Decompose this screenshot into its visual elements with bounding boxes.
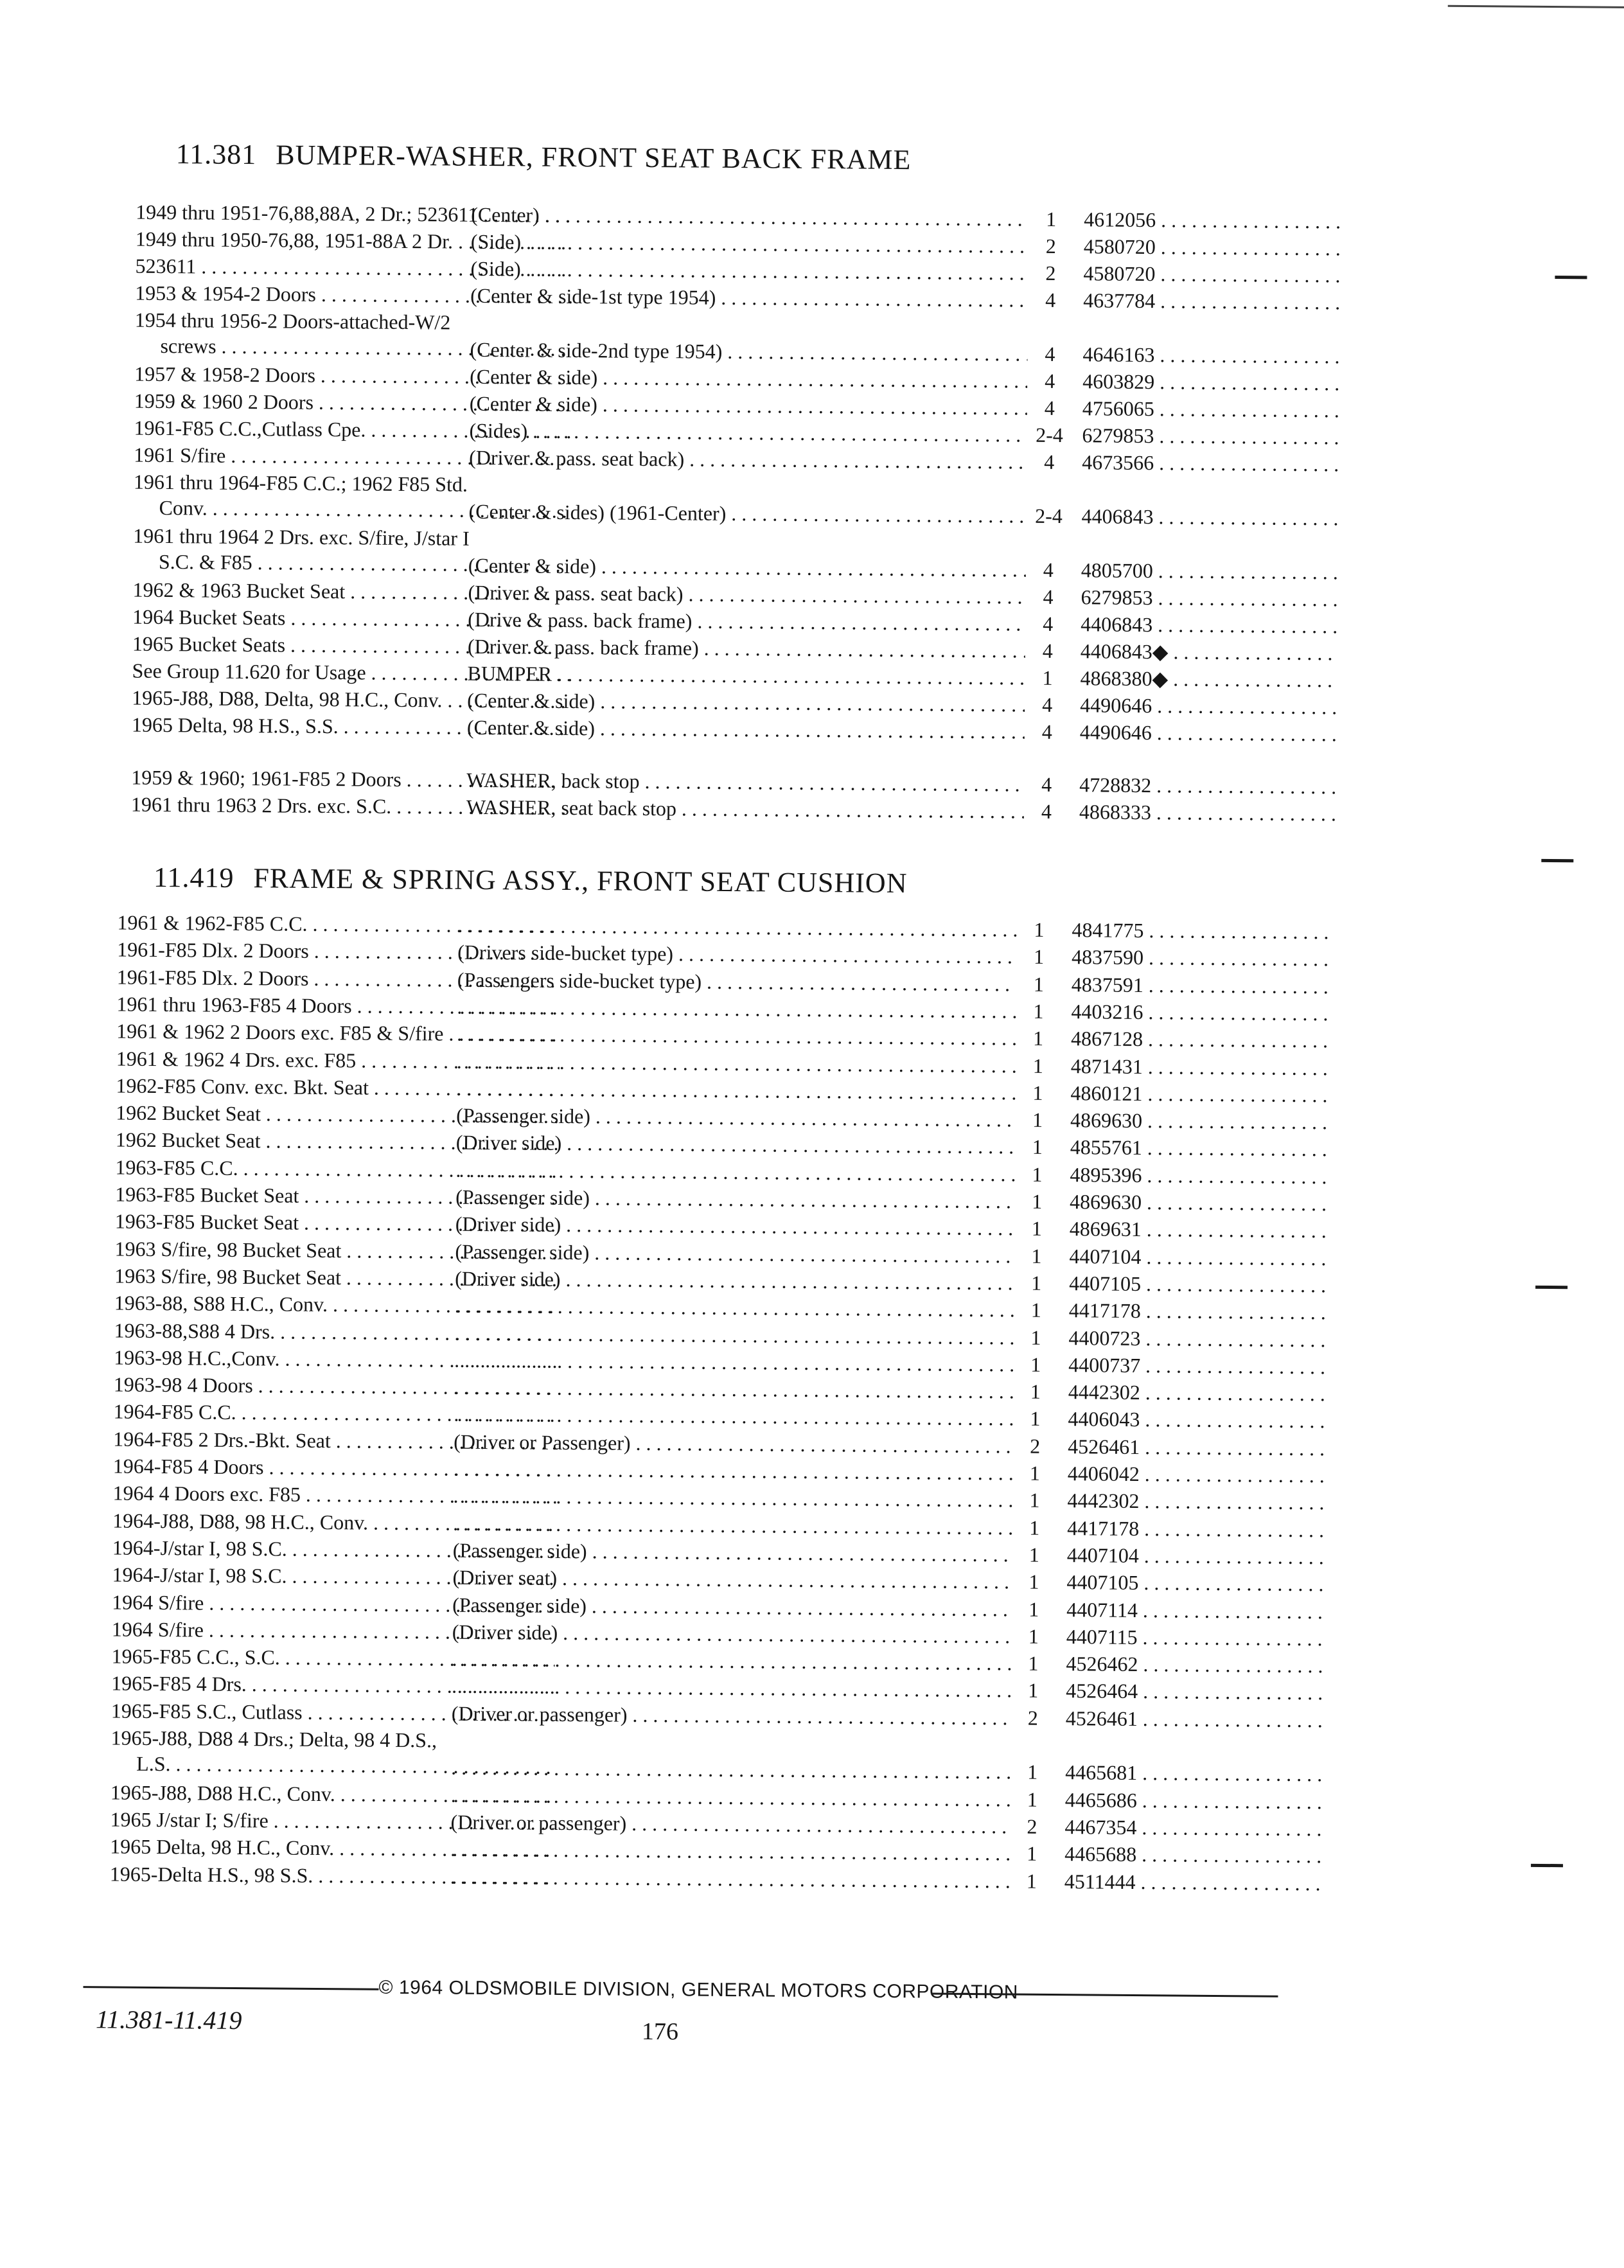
quantity-cell: 4	[1041, 720, 1053, 743]
usage-text: 1964-J/star I, 98 S.C.	[112, 1563, 287, 1588]
description-cell: (Side) . . .	[470, 256, 1028, 286]
part-number-cell: 4403216 . . .	[1071, 998, 1328, 1026]
top-edge-line	[1448, 5, 1624, 8]
quantity-cell: 1	[1027, 1760, 1038, 1784]
quantity-cell: 4	[1043, 558, 1054, 581]
description-cell: (Center & side) . . .	[470, 364, 1027, 394]
usage-text: 1963-88, S88 H.C., Conv.	[114, 1291, 328, 1316]
usage-text: 1964 S/fire	[112, 1590, 204, 1615]
usage-text: 1961 S/fire	[134, 443, 226, 467]
description-cell	[451, 1782, 1010, 1812]
usage-text: 1961 & 1962 2 Doors exc. F85 & S/fire	[116, 1019, 444, 1045]
quantity-cell: 1	[1029, 1488, 1040, 1512]
quantity-cell: 4	[1042, 693, 1053, 716]
usage-text: 1959 & 1960; 1961-F85 2 Doors	[131, 765, 402, 791]
usage-text: 1963-F85 Bucket Seat	[114, 1209, 299, 1235]
section-title-11-381	[176, 137, 912, 176]
group-range: 11.381-11.419	[95, 2005, 242, 2035]
part-number-cell: 4406843 . . .	[1081, 611, 1337, 639]
quantity-cell: 1	[1032, 1081, 1043, 1104]
usage-text: 1957 & 1958-2 Doors	[134, 362, 316, 387]
usage-text: 1961-F85 C.C.,Cutlass Cpe.	[134, 416, 366, 441]
usage-text: 1953 & 1954-2 Doors	[135, 281, 317, 306]
usage-text: 1965-J88, D88, Delta, 98 H.C., Conv.	[132, 686, 443, 712]
part-number-cell: 4490646 . . .	[1080, 719, 1337, 747]
part-number-cell: 4673566 . . .	[1082, 449, 1339, 477]
part-number-cell: 4867128 . . .	[1071, 1025, 1328, 1053]
quantity-cell: 4	[1044, 396, 1055, 420]
part-number-cell: 4526461 . . .	[1066, 1705, 1323, 1733]
part-number-cell: 4646163 . . .	[1082, 341, 1339, 369]
description-cell	[457, 912, 1016, 943]
description-cell	[456, 1075, 1015, 1105]
part-number-cell: 4465681 . . .	[1065, 1759, 1322, 1787]
usage-text: 1965-F85 4 Drs.	[111, 1671, 247, 1696]
usage-text: 1963 S/fire, 98 Bucket Seat	[114, 1264, 342, 1289]
description-cell: (Driver & pass. seat back) . . .	[468, 580, 1025, 610]
part-number-cell: 4756065 . . .	[1082, 395, 1339, 423]
part-number-cell: 4400723 . . .	[1068, 1325, 1325, 1352]
quantity-cell: 1	[1030, 1352, 1041, 1376]
description-cell	[450, 1863, 1009, 1893]
part-number-cell: 4406843 . . .	[1081, 503, 1338, 531]
usage-text: 1961 thru 1964 2 Drs. exc. S/fire, J/star I	[133, 524, 470, 550]
usage-text: 1964-F85 C.C.	[113, 1399, 236, 1424]
usage-text: 1964 4 Doors exc. F85	[112, 1481, 301, 1507]
quantity-cell: 1	[1031, 1216, 1042, 1241]
margin-mark	[1535, 1286, 1567, 1289]
part-number-cell: 4407104 . . .	[1067, 1542, 1324, 1570]
description-cell: (Sides) . . .	[469, 418, 1027, 448]
quantity-cell: 2-4	[1036, 423, 1063, 447]
usage-text: 1954 thru 1956-2 Doors-attached-W/2	[134, 308, 451, 334]
description-cell	[454, 1374, 1013, 1404]
part-number-cell: 4467354 . . .	[1064, 1814, 1321, 1841]
quantity-cell: 4	[1044, 450, 1055, 474]
usage-text: 1961 & 1962-F85 C.C.	[117, 910, 308, 935]
usage-text: 1965 Bucket Seats	[132, 632, 286, 657]
part-number-cell: 4442302 . . .	[1067, 1487, 1324, 1515]
part-number-cell: 4490646 . . .	[1080, 692, 1337, 720]
usage-text: 1959 & 1960 2 Doors	[134, 389, 314, 414]
usage-text: 1963-88,S88 4 Drs.	[114, 1318, 276, 1343]
description-cell: (Driver or passenger) . . .	[452, 1700, 1011, 1730]
margin-mark	[1531, 1864, 1563, 1867]
section-number: 11.419	[153, 861, 234, 894]
usage-text: 1963 S/fire, 98 Bucket Seat	[114, 1237, 342, 1262]
description-cell	[455, 1156, 1014, 1187]
description-cell: (Driver side) . . .	[456, 1130, 1015, 1160]
description-cell	[451, 1755, 1010, 1785]
quantity-cell: 1	[1042, 666, 1053, 689]
part-number-cell: 4465686 . . .	[1065, 1787, 1322, 1814]
part-number-cell: 4871431 . . .	[1071, 1053, 1328, 1081]
quantity-cell: 4	[1045, 369, 1055, 393]
usage-text: 1964-J88, D88, 98 H.C., Conv.	[112, 1509, 369, 1534]
quantity-cell: 1	[1027, 1841, 1037, 1865]
quantity-cell: 1	[1031, 1271, 1042, 1295]
part-number-cell: 4841775 . . .	[1072, 917, 1328, 944]
part-number-cell: 4869631 . . .	[1070, 1216, 1327, 1243]
usage-text: 1965 J/star I; S/fire	[110, 1807, 269, 1832]
description-cell	[457, 1021, 1016, 1051]
description-cell: (Center) . . .	[471, 202, 1028, 232]
usage-text: 1965-J88, D88 4 Drs.; Delta, 98 4 D.S.,	[110, 1726, 437, 1752]
part-number-cell: 4526462 . . .	[1066, 1651, 1323, 1678]
part-number-cell: 4869630 . . .	[1070, 1107, 1327, 1135]
quantity-cell: 1	[1031, 1244, 1042, 1268]
quantity-cell: 2	[1045, 234, 1056, 258]
part-number-cell: 6279853 . . .	[1082, 422, 1339, 450]
usage-text: 1962 & 1963 Bucket Seat	[132, 578, 346, 603]
quantity-cell: 1	[1033, 972, 1044, 996]
quantity-cell: 1	[1032, 1054, 1043, 1077]
usage-text: 1962 Bucket Seat	[115, 1128, 261, 1153]
part-number-cell: 4407104 . . .	[1069, 1243, 1326, 1271]
quantity-cell: 4	[1041, 772, 1052, 796]
quantity-cell: 1	[1028, 1679, 1039, 1703]
usage-text: 1964 S/fire	[111, 1617, 204, 1642]
quantity-cell: 1	[1046, 207, 1057, 231]
quantity-cell: 1	[1032, 1189, 1043, 1213]
description-cell: (Driver seat) . . .	[452, 1564, 1011, 1595]
quantity-cell: 1	[1030, 1325, 1041, 1349]
description-cell: (Passenger side) . . .	[455, 1238, 1014, 1268]
margin-mark	[1541, 859, 1573, 862]
quantity-cell: 2	[1045, 261, 1056, 285]
description-cell: (Driver side) . . .	[455, 1266, 1014, 1296]
usage-continuation: screws . . .	[134, 333, 571, 364]
usage-text: 1964-J/star I, 98 S.C.	[112, 1536, 288, 1561]
quantity-cell: 1	[1030, 1379, 1041, 1403]
quantity-cell: 1	[1030, 1407, 1041, 1431]
description-cell	[450, 1836, 1009, 1866]
description-cell: WASHER, seat back stop . . .	[466, 794, 1024, 824]
usage-text: 1961 & 1962 4 Drs. exc. F85	[116, 1046, 357, 1072]
part-number-cell: 4407114 . . .	[1066, 1597, 1323, 1624]
description-cell: (Center & side) . . .	[468, 553, 1026, 583]
quantity-cell: 1	[1028, 1624, 1039, 1648]
description-cell: (Passenger side) . . .	[455, 1184, 1014, 1214]
description-cell	[457, 1048, 1016, 1078]
usage-text: 1965-J88, D88 H.C., Conv.	[110, 1780, 335, 1805]
quantity-cell: 1	[1028, 1543, 1039, 1566]
quantity-cell: 4	[1041, 799, 1052, 823]
usage-text: See Group 11.620 for Usage	[132, 659, 366, 684]
part-number-cell: 4580720 . . .	[1083, 260, 1340, 288]
usage-text: 1964-F85 4 Doors	[112, 1454, 264, 1479]
description-cell	[453, 1510, 1012, 1540]
part-number-cell: 4728832 . . .	[1079, 772, 1336, 799]
description-cell: (Passenger side) . . .	[453, 1537, 1012, 1568]
description-cell: (Driver or Passenger) . . .	[454, 1428, 1012, 1458]
part-number-cell: 4868333 . . .	[1079, 799, 1336, 826]
description-cell: (Driver side) . . .	[455, 1211, 1014, 1241]
part-number-cell: 4805700 . . .	[1081, 557, 1338, 585]
quantity-cell: 4	[1043, 612, 1054, 635]
section-number: 11.381	[175, 138, 257, 171]
description-cell: (Center & side-1st type 1954) . . .	[470, 283, 1028, 313]
quantity-cell: 1	[1032, 1135, 1043, 1159]
part-number-cell: 4407115 . . .	[1066, 1624, 1323, 1651]
description-cell: (Drivers side-bucket type) . . .	[457, 939, 1016, 970]
part-number-cell: 4465688 . . .	[1064, 1841, 1321, 1868]
part-number-cell: 4407105 . . .	[1066, 1569, 1323, 1597]
usage-text: 1965 Delta, 98 H.S., S.S.	[131, 713, 339, 738]
usage-text: 1949 thru 1951-76,88,88A, 2 Dr.; 523611	[136, 200, 479, 226]
usage-text: 1962-F85 Conv. exc. Bkt. Seat	[116, 1074, 369, 1099]
quantity-cell: 1	[1033, 944, 1045, 969]
description-cell: (Driver or passenger) . . .	[450, 1809, 1009, 1839]
usage-text: 1963-F85 Bucket Seat	[115, 1182, 299, 1207]
section-heading: FRAME & SPRING ASSY., FRONT SEAT CUSHION	[253, 862, 908, 899]
part-number-cell: 4406843◆ . . .	[1081, 638, 1337, 666]
quantity-cell: 1	[1028, 1651, 1039, 1675]
description-cell: (Side) . . .	[471, 229, 1028, 259]
part-number-cell: 4837590 . . .	[1072, 944, 1328, 971]
section-heading: BUMPER-WASHER, FRONT SEAT BACK FRAME	[276, 139, 912, 176]
quantity-cell: 4	[1045, 288, 1056, 312]
quantity-cell: 1	[1034, 917, 1045, 941]
page-number: 176	[641, 2017, 679, 2046]
description-cell: BUMPER . . .	[467, 660, 1025, 691]
description-cell: (Center & side) . . .	[467, 687, 1025, 718]
usage-text: 1965-F85 C.C., S.C.	[111, 1644, 280, 1669]
description-cell: (Center & side) . . .	[467, 714, 1025, 745]
description-cell: (Center & side-2nd type 1954) . . .	[470, 337, 1027, 367]
part-number-cell: 4895396 . . .	[1070, 1162, 1327, 1189]
footer-rule-left	[83, 1986, 378, 1990]
part-number-cell: 4417178 . . .	[1069, 1297, 1326, 1325]
usage-text: 1961-F85 Dlx. 2 Doors	[117, 937, 309, 963]
description-cell: (Driver & pass. back frame) . . .	[468, 633, 1025, 664]
usage-text: 523611	[135, 254, 197, 278]
part-number-cell: 4442302 . . .	[1068, 1379, 1325, 1406]
quantity-cell: 1	[1029, 1516, 1040, 1539]
quantity-cell: 1	[1033, 999, 1044, 1023]
description-cell: (Passengers side-bucket type) . . .	[457, 966, 1016, 997]
quantity-cell: 1	[1032, 1162, 1043, 1186]
description-cell	[452, 1673, 1011, 1703]
usage-text: 1963-98 4 Doors	[113, 1372, 253, 1397]
part-number-cell: 4526464 . . .	[1066, 1678, 1323, 1706]
usage-continuation: S.C. & F85 . . .	[133, 549, 570, 580]
quantity-cell: 4	[1045, 342, 1055, 366]
part-number-cell: 4400737 . . .	[1068, 1352, 1325, 1379]
usage-text: 1964 Bucket Seats	[132, 605, 286, 630]
description-cell: (Center & sides) (1961-Center) . . .	[468, 499, 1026, 529]
quantity-cell: 2-4	[1035, 504, 1063, 528]
quantity-cell: 1	[1027, 1787, 1037, 1811]
part-number-cell: 4406042 . . .	[1068, 1460, 1325, 1488]
quantity-cell: 1	[1032, 1108, 1043, 1131]
quantity-cell: 1	[1033, 1026, 1044, 1050]
part-number-cell: 4637784 . . .	[1083, 287, 1340, 315]
part-number-cell: 4580720 . . .	[1084, 233, 1341, 261]
description-cell	[454, 1456, 1012, 1486]
description-cell	[454, 1401, 1012, 1431]
part-number-cell: 6279853 . . .	[1081, 584, 1337, 612]
quantity-cell: 2	[1027, 1706, 1038, 1730]
usage-text: 1965-F85 S.C., Cutlass	[110, 1699, 303, 1724]
usage-text: 1963-98 H.C.,Conv.	[114, 1345, 280, 1370]
usage-text: 1961 thru 1963 2 Drs. exc. S.C.	[130, 792, 392, 818]
usage-text: 1965 Delta, 98 H.C., Conv.	[110, 1834, 335, 1860]
usage-continuation: L.S. . . .	[110, 1750, 554, 1782]
description-cell: (Passenger side) . . .	[456, 1103, 1015, 1133]
part-number-cell: 4511444 . . .	[1064, 1868, 1321, 1896]
description-cell	[452, 1646, 1011, 1676]
usage-continuation: Conv. . . .	[133, 495, 570, 526]
part-number-cell: 4868380◆ . . .	[1080, 665, 1337, 693]
usage-text: 1961-F85 Dlx. 2 Doors	[116, 965, 309, 990]
part-number-cell: 4526461 . . .	[1068, 1433, 1325, 1461]
section-title-11-419	[154, 861, 908, 899]
part-number-cell: 4417178 . . .	[1067, 1515, 1324, 1543]
copyright-notice: © 1964 OLDSMOBILE DIVISION, GENERAL MOTORS CORPORATION	[378, 1976, 1019, 2003]
part-number-cell: 4406043 . . .	[1068, 1406, 1325, 1434]
description-cell	[453, 1483, 1012, 1513]
description-cell: (Drive & pass. back frame) . . .	[468, 607, 1025, 637]
description-cell	[457, 994, 1016, 1024]
part-number-cell: 4860121 . . .	[1070, 1080, 1327, 1108]
quantity-cell: 2	[1030, 1434, 1041, 1458]
part-number-cell: 4869630 . . .	[1070, 1189, 1327, 1216]
description-cell	[455, 1293, 1014, 1323]
part-number-cell: 4407105 . . .	[1069, 1270, 1326, 1298]
quantity-cell: 1	[1028, 1570, 1039, 1593]
description-cell	[454, 1347, 1013, 1377]
quantity-cell: 1	[1028, 1597, 1039, 1621]
part-number-cell: 4612056 . . .	[1084, 206, 1341, 234]
description-cell: WASHER, back stop . . .	[466, 767, 1024, 797]
usage-text: 1961 thru 1964-F85 C.C.; 1962 F85 Std.	[133, 470, 468, 496]
quantity-cell: 1	[1029, 1461, 1040, 1485]
description-cell: (Driver side) . . .	[452, 1618, 1011, 1649]
part-number-cell: 4855761 . . .	[1070, 1135, 1327, 1162]
quantity-cell: 1	[1026, 1869, 1037, 1893]
usage-text: 1964-F85 2 Drs.-Bkt. Seat	[113, 1427, 331, 1452]
usage-text: 1963-F85 C.C.	[115, 1155, 238, 1180]
description-cell	[454, 1320, 1013, 1350]
quantity-cell: 4	[1043, 585, 1054, 608]
quantity-cell: 4	[1042, 639, 1054, 662]
usage-text: 1962 Bucket Seat	[116, 1101, 261, 1126]
quantity-cell: 2	[1027, 1814, 1037, 1838]
usage-text: 1961 thru 1963-F85 4 Doors	[116, 992, 352, 1018]
description-cell: (Passenger side) . . .	[452, 1591, 1011, 1622]
description-cell: (Center & side) . . .	[470, 391, 1027, 421]
usage-text: 1949 thru 1950-76,88, 1951-88A 2 Dr.	[135, 227, 454, 253]
margin-mark	[1555, 276, 1587, 279]
usage-text: 1965-Delta H.S., 98 S.S.	[109, 1861, 313, 1887]
quantity-cell: 1	[1030, 1298, 1041, 1322]
part-number-cell: 4837591 . . .	[1072, 971, 1328, 999]
part-number-cell: 4603829 . . .	[1082, 368, 1339, 396]
description-cell: (Driver & pass. seat back) . . .	[469, 445, 1027, 475]
